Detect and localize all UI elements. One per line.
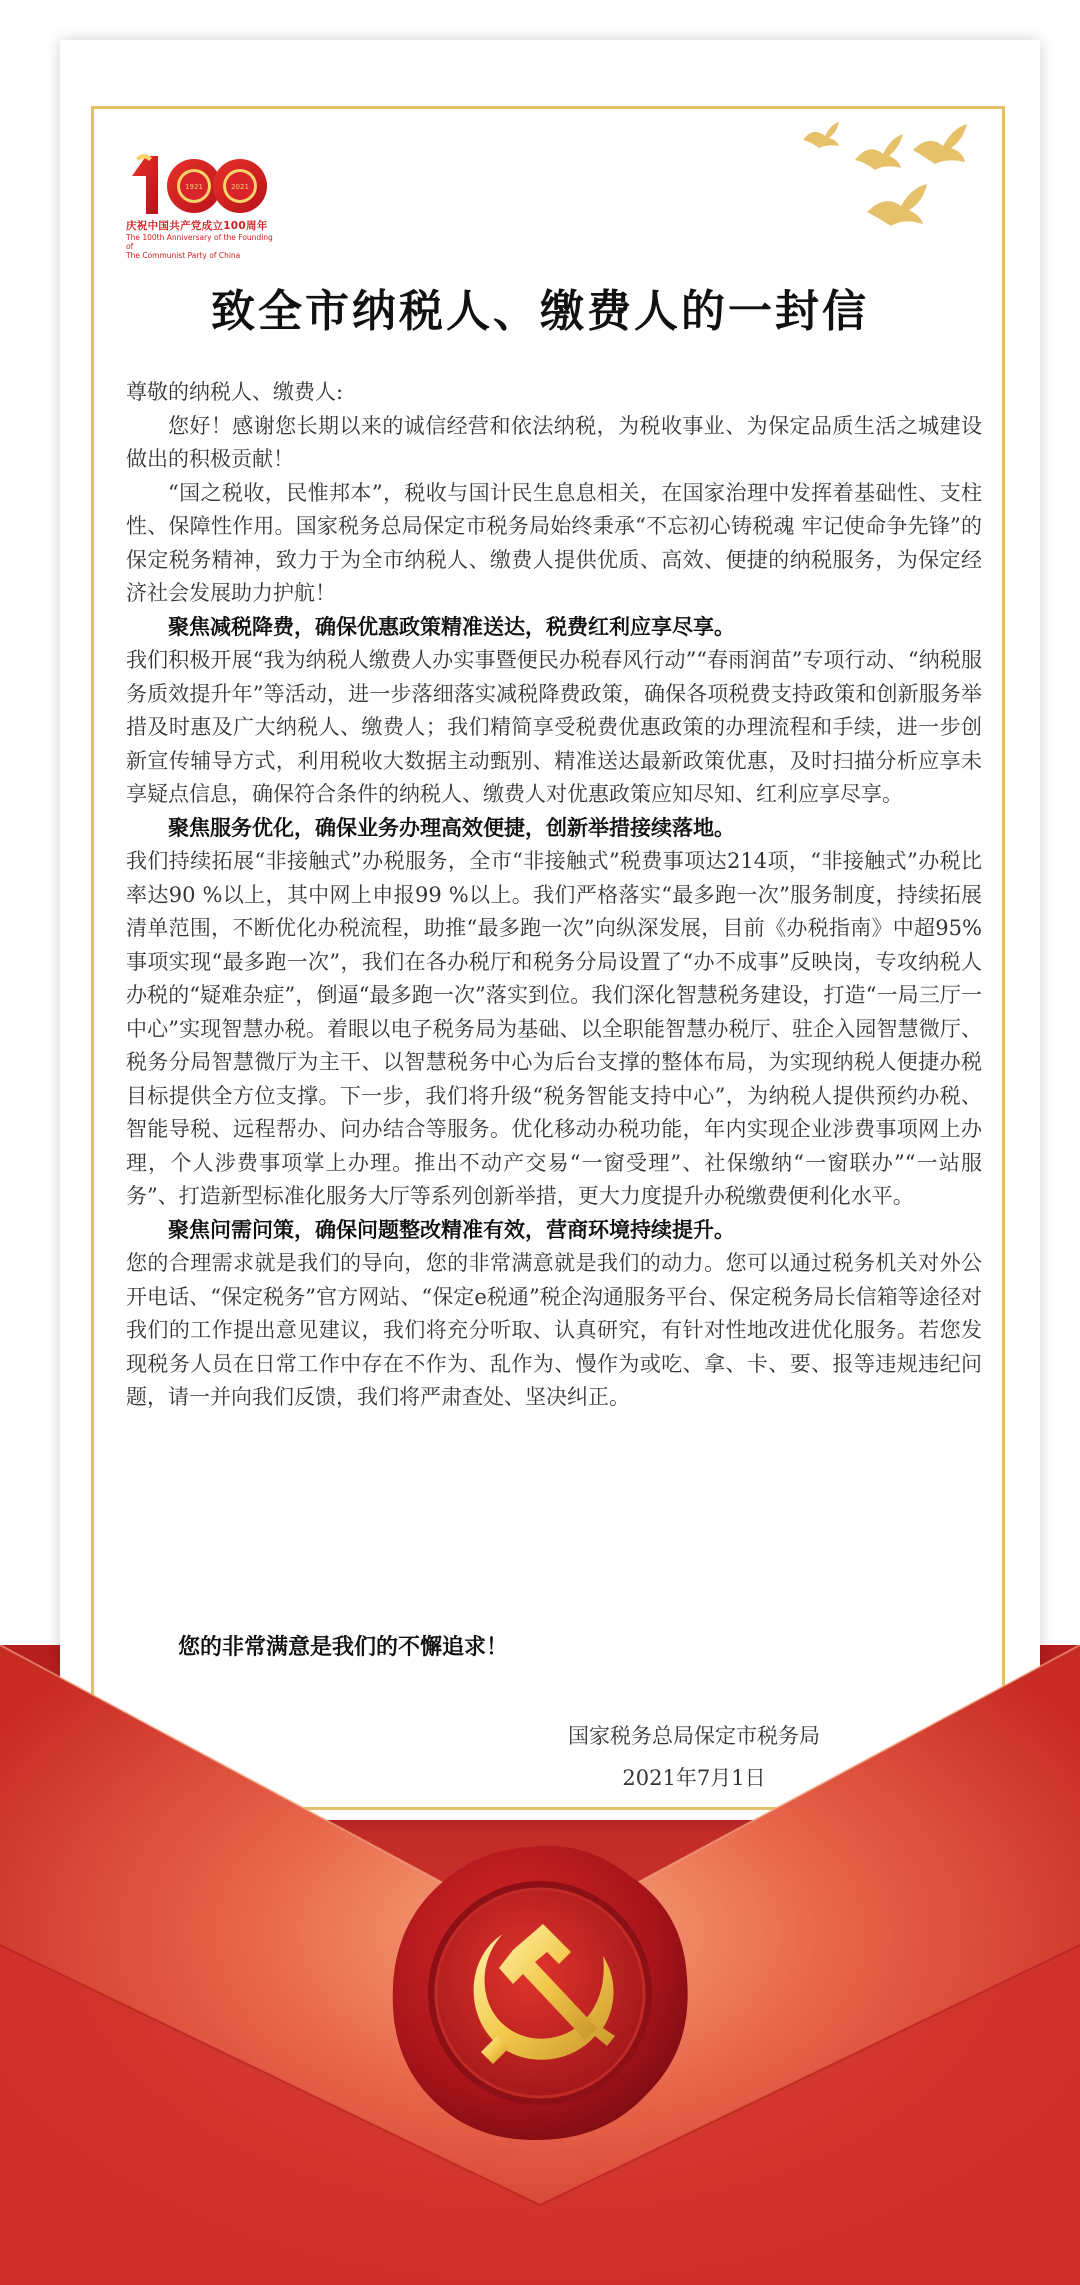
doves-icon (795, 120, 980, 245)
signature-org: 国家税务总局保定市税务局 (568, 1724, 820, 1748)
letter-paragraph-4: 我们持续拓展“非接触式”办税服务，全市“非接触式”税费事项达214项，“非接触式”办税比率达90 %以上，其中网上申报99 %以上。我们严格落实“最多跑一次”服务制度，持续拓展清单范围，不断优化办税流程，助推“最多跑一次”向纵深发展，目前《办税指南》中超95%事项实现“最多跑一次”，我们在各办税厅和税务分局设置了“办不成事”反映岗，专攻纳税人办税的“疑难杂症”，倒逼“最多跑一次”落实到位。我们深化智慧税务建设，打造“一局三厅一中心”实现智慧办税。着眼以电子税务局为基础、以全职能智慧办税厅、驻企入园智慧微厅、税务分局智慧微厅为主干、以智慧税务中心为后台支撑的整体布局，为实现纳税人便捷办税目标提供全方位支撑。下一步，我们将升级“税务智能支持中心”，为纳税人提供预约办税、智能导税、远程帮办、问办结合等服务。优化移动办税功能，年内实现企业涉费事项网上办理，个人涉费事项掌上办理。推出不动产交易“一窗受理”、社保缴纳“一窗联办”“一站服务”、打造新型标准化服务大厅等系列创新举措，更大力度提升办税缴费便利化水平。 (126, 849, 982, 1208)
letter-paragraph-2: “国之税收，民惟邦本”，税收与国计民生息息相关，在国家治理中发挥着基础性、支柱性、保障性作用。国家税务总局保定市税务局始终秉承“不忘初心铸税魂 牢记使命争先锋”的保定税务精神，致力于为全市纳税人、缴费人提供优质、高效、便捷的纳税服务，为保定经济社会发展助力护航！ (126, 480, 982, 605)
logo-year-start: 1921 (185, 183, 203, 191)
wax-seal-hammer-sickle-icon (385, 1838, 695, 2148)
logo-caption (126, 218, 276, 260)
letter-heading-1: 聚焦减税降费，确保优惠政策精准送达，税费红利应享尽享。 (168, 614, 735, 639)
letter-title: 致全市纳税人、缴费人的一封信 (211, 286, 869, 337)
letter-paragraph-5: 您的合理需求就是我们的导向，您的非常满意就是我们的动力。您可以通过税务机关对外公开电话、“保定税务”官方网站、“保定e税通”税企沟通服务平台、保定税务局长信箱等途径对我们的工作提出意见建议，我们将充分听取、认真研究，有针对性地改进优化服务。若您发现税务人员在日常工作中存在不作为、乱作为、慢作为或吃、拿、卡、要、报等违规违纪问题，请一并向我们反馈，我们将严肃查处、坚决纠正。 (126, 1251, 982, 1409)
letter-body (126, 376, 982, 1415)
letter-signature (568, 1715, 820, 1799)
signature-date: 2021年7月1日 (622, 1766, 766, 1790)
logo-caption-en-2: The Communist Party of China (126, 251, 241, 260)
letter-heading-3: 聚焦问需问策，确保问题整改精准有效，营商环境持续提升。 (168, 1217, 735, 1242)
letter-closing: 您的非常满意是我们的不懈追求！ (178, 1635, 509, 1660)
letter-paragraph-1: 您好！感谢您长期以来的诚信经营和依法纳税，为税收事业、为保定品质生活之城建设做出的积极贡献！ (126, 413, 982, 471)
letter-paragraph-3: 我们积极开展“我为纳税人缴费人办实事暨便民办税春风行动”“春雨润苗”专项行动、“纳税服务质效提升年”等活动，进一步落细落实减税降费政策，确保各项税费支持政策和创新服务举措及时惠及广大纳税人、缴费人；我们精简享受税费优惠政策的办理流程和手续，进一步创新宣传辅导方式，利用税收大数据主动甄别、精准送达最新政策优惠，及时扫描分析应享未享疑点信息，确保符合条件的纳税人、缴费人对优惠政策应知尽知、红利应享尽享。 (126, 648, 982, 806)
logo-caption-en-1: The 100th Anniversary of the Founding of (126, 233, 273, 251)
logo-year-end: 2021 (231, 183, 249, 191)
letter-heading-2: 聚焦服务优化，确保业务办理高效便捷，创新举措接续落地。 (168, 815, 735, 840)
letter-salutation: 尊敬的纳税人、缴费人: (126, 380, 344, 404)
logo-caption-cn: 庆祝中国共产党成立100周年 (126, 220, 268, 232)
